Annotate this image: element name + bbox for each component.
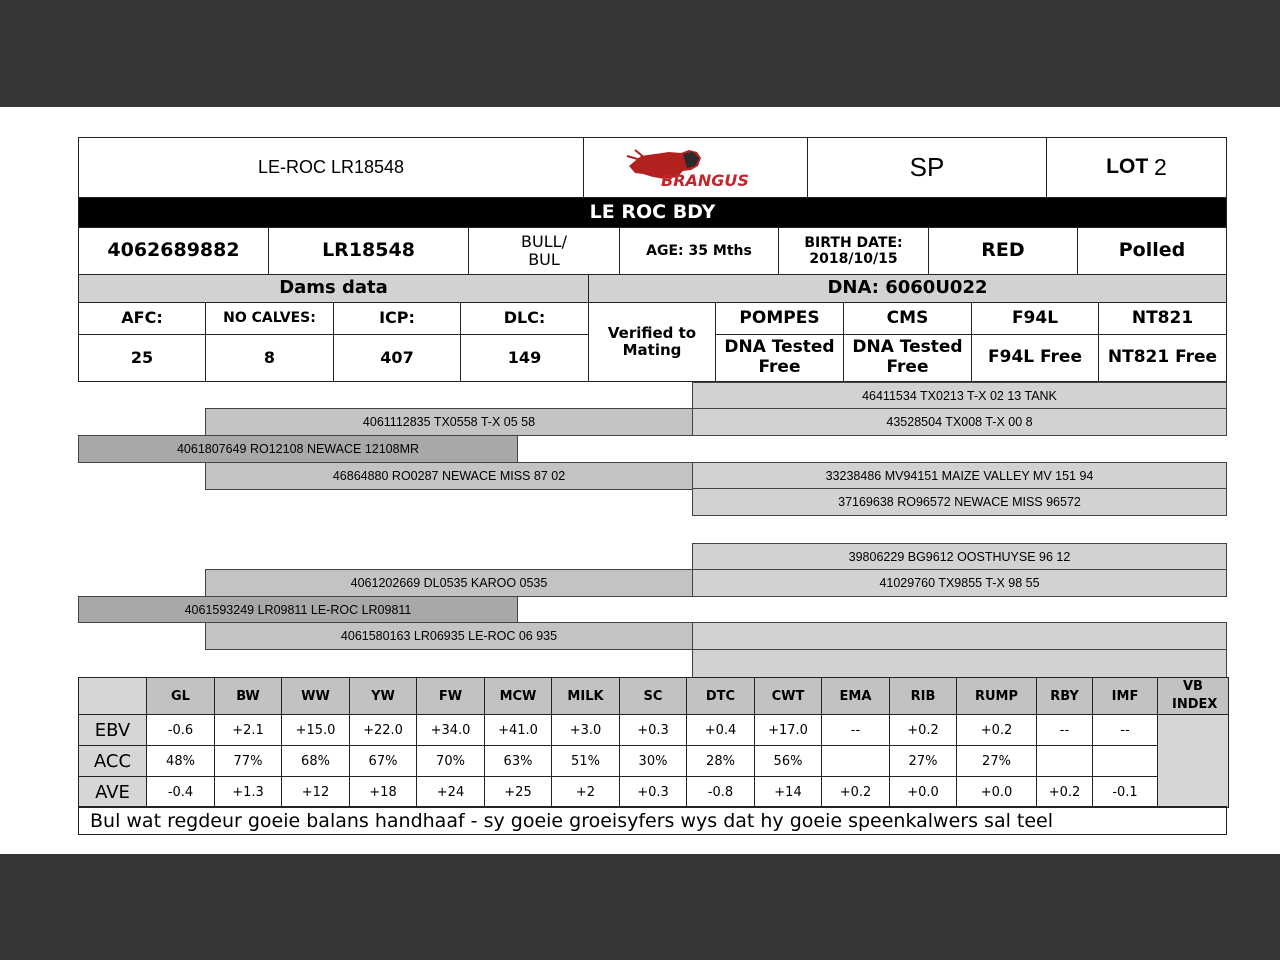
ebv-col-rump: RUMP	[957, 678, 1037, 715]
bottom-band	[0, 854, 1280, 960]
pedigree-dam-sire-dam: 41029760 TX9855 T-X 98 55	[692, 569, 1227, 597]
ebv-cell: 77%	[215, 746, 282, 777]
lot-label: LOT	[1106, 155, 1149, 179]
ebv-col-fw: FW	[417, 678, 485, 715]
pedigree-sire-sire-sire: 46411534 TX0213 T-X 02 13 TANK	[692, 382, 1227, 409]
age: AGE: 35 Mths	[619, 227, 779, 275]
dams-header-afc: AFC:	[78, 302, 206, 335]
ebv-cell: +2	[552, 777, 620, 808]
birth-date: BIRTH DATE: 2018/10/15	[778, 227, 929, 275]
lot	[1046, 137, 1227, 198]
ebv-col-rby: RBY	[1037, 678, 1093, 715]
dams-header-icp: ICP:	[333, 302, 461, 335]
ebv-cell	[1037, 746, 1093, 777]
dna-test-name-nt821: NT821	[1098, 302, 1227, 335]
sex: BULL/ BUL	[468, 227, 620, 275]
ebv-cell: --	[822, 715, 890, 746]
pedigree-dam-dam: 4061580163 LR06935 LE-ROC 06 935	[205, 622, 693, 650]
top-band	[0, 0, 1280, 107]
pedigree-sire-sire-dam: 43528504 TX008 T-X 00 8	[692, 408, 1227, 436]
ebv-cell: +1.3	[215, 777, 282, 808]
ebv-cell	[822, 746, 890, 777]
ebv-col-cwt: CWT	[755, 678, 822, 715]
ebv-cell: +2.1	[215, 715, 282, 746]
pedigree-sire-dam-sire: 33238486 MV94151 MAIZE VALLEY MV 151 94	[692, 462, 1227, 489]
ebv-table	[78, 677, 1229, 808]
ebv-cell: --	[1037, 715, 1093, 746]
ebv-cell: +17.0	[755, 715, 822, 746]
pedigree-dam-sire-sire: 39806229 BG9612 OOSTHUYSE 96 12	[692, 543, 1227, 570]
ebv-cell: 27%	[890, 746, 957, 777]
ebv-col-vb-index: VB INDEX	[1158, 678, 1229, 715]
ebv-corner	[79, 678, 147, 715]
ebv-cell: +24	[417, 777, 485, 808]
ebv-cell: +22.0	[350, 715, 417, 746]
ebv-cell: 67%	[350, 746, 417, 777]
dna-test-name-pompes: POMPES	[715, 302, 844, 335]
ebv-cell: +0.3	[620, 715, 687, 746]
vb-index-value	[1158, 715, 1229, 808]
ebv-cell: +0.0	[890, 777, 957, 808]
ebv-header-row	[79, 678, 1229, 715]
ebv-cell: 30%	[620, 746, 687, 777]
ebv-cell: -0.4	[147, 777, 215, 808]
comment: Bul wat regdeur goeie balans handhaaf - sy goeie groeisyfers wys dat hy goeie speenkalwers sal teel	[78, 806, 1227, 835]
ebv-col-milk: MILK	[552, 678, 620, 715]
ebv-col-dtc: DTC	[687, 678, 755, 715]
dams-header-calves: NO CALVES:	[205, 302, 334, 335]
dna-test-name-cms: CMS	[843, 302, 972, 335]
ebv-row-ave	[79, 777, 1229, 808]
ebv-cell: +0.2	[822, 777, 890, 808]
ebv-col-sc: SC	[620, 678, 687, 715]
ebv-cell: +41.0	[485, 715, 552, 746]
animal-name: LE ROC BDY	[78, 197, 1227, 228]
ebv-col-yw: YW	[350, 678, 417, 715]
ebv-col-rib: RIB	[890, 678, 957, 715]
ebv-cell: +0.2	[1037, 777, 1093, 808]
dna-test-result-f94l: F94L Free	[971, 334, 1099, 382]
animal-id: LE-ROC LR18548	[78, 137, 584, 198]
ebv-cell: 48%	[147, 746, 215, 777]
ebv-row-label: ACC	[79, 746, 147, 777]
dams-header-dlc: DLC:	[460, 302, 589, 335]
ebv-col-ema: EMA	[822, 678, 890, 715]
ebv-cell: +0.2	[890, 715, 957, 746]
ebv-cell: --	[1093, 715, 1158, 746]
ebv-cell: +18	[350, 777, 417, 808]
dams-value-calves: 8	[205, 334, 334, 382]
dams-title: Dams data	[78, 274, 589, 303]
ebv-col-gl: GL	[147, 678, 215, 715]
ebv-cell: -0.6	[147, 715, 215, 746]
reg-number: 4062689882	[78, 227, 269, 275]
ebv-cell: +34.0	[417, 715, 485, 746]
pedigree-dam: 4061593249 LR09811 LE-ROC LR09811	[78, 596, 518, 623]
pedigree-dam-dam-sire	[692, 622, 1227, 650]
svg-text:BRANGUS: BRANGUS	[660, 170, 749, 190]
pedigree-sire-dam: 46864880 RO0287 NEWACE MISS 87 02	[205, 462, 693, 490]
dams-value-icp: 407	[333, 334, 461, 382]
bull-logo-icon	[621, 144, 771, 192]
ebv-cell: 63%	[485, 746, 552, 777]
ebv-cell: 70%	[417, 746, 485, 777]
ebv-cell: +25	[485, 777, 552, 808]
ebv-cell: +12	[282, 777, 350, 808]
ebv-row-label: EBV	[79, 715, 147, 746]
pedigree-sire-sire: 4061112835 TX0558 T-X 05 58	[205, 408, 693, 436]
dna-verified: Verified to Mating	[588, 302, 716, 382]
ebv-col-bw: BW	[215, 678, 282, 715]
breed-logo	[583, 137, 808, 198]
ebv-row-acc	[79, 746, 1229, 777]
ebv-cell: -0.1	[1093, 777, 1158, 808]
ebv-cell: +15.0	[282, 715, 350, 746]
herd-id: LR18548	[268, 227, 469, 275]
ebv-cell: 28%	[687, 746, 755, 777]
color: RED	[928, 227, 1078, 275]
dams-value-dlc: 149	[460, 334, 589, 382]
ebv-cell: +0.2	[957, 715, 1037, 746]
ebv-col-mcw: MCW	[485, 678, 552, 715]
ebv-col-ww: WW	[282, 678, 350, 715]
dams-value-afc: 25	[78, 334, 206, 382]
dna-test-result-pompes: DNA Tested Free	[715, 334, 844, 382]
ebv-cell: 68%	[282, 746, 350, 777]
ebv-cell: +3.0	[552, 715, 620, 746]
ebv-cell: 51%	[552, 746, 620, 777]
ebv-cell: -0.8	[687, 777, 755, 808]
ebv-cell: +14	[755, 777, 822, 808]
pedigree-dam-sire: 4061202669 DL0535 KAROO 0535	[205, 569, 693, 597]
ebv-col-imf: IMF	[1093, 678, 1158, 715]
dna-title: DNA: 6060U022	[588, 274, 1227, 303]
dna-test-name-f94l: F94L	[971, 302, 1099, 335]
dna-test-result-cms: DNA Tested Free	[843, 334, 972, 382]
lot-number: 2	[1154, 154, 1167, 181]
ebv-cell: 56%	[755, 746, 822, 777]
dna-test-result-nt821: NT821 Free	[1098, 334, 1227, 382]
ebv-cell: 27%	[957, 746, 1037, 777]
ebv-cell: +0.0	[957, 777, 1037, 808]
pedigree-dam-dam-dam	[692, 649, 1227, 678]
ebv-row-ebv	[79, 715, 1229, 746]
ebv-cell: +0.3	[620, 777, 687, 808]
horn-status: Polled	[1077, 227, 1227, 275]
ebv-row-label: AVE	[79, 777, 147, 808]
pedigree-sire: 4061807649 RO12108 NEWACE 12108MR	[78, 435, 518, 463]
ebv-cell	[1093, 746, 1158, 777]
grade: SP	[807, 137, 1047, 198]
pedigree-sire-dam-dam: 37169638 RO96572 NEWACE MISS 96572	[692, 488, 1227, 516]
ebv-cell: +0.4	[687, 715, 755, 746]
